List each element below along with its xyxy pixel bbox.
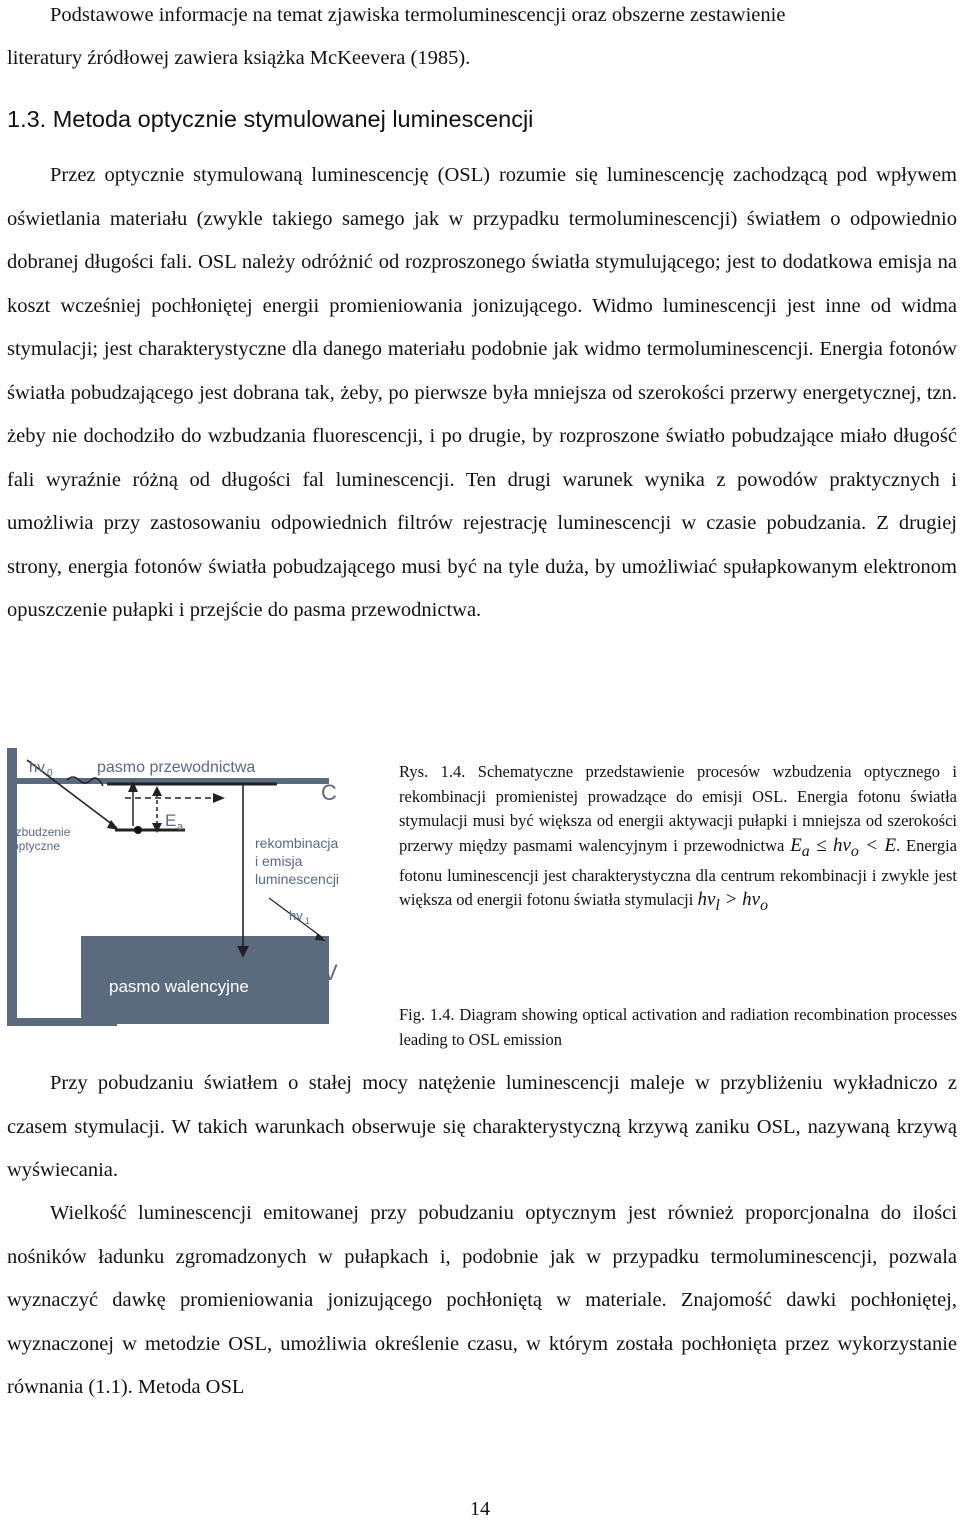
recombination-label-3: luminescencji [255,871,340,887]
body-paragraph-1: Przez optycznie stymulowaną luminescencję (OSL) rozumie się luminescencję zachodzącą pod wpływem oświetlania materiału (zwykle takiego samego jak w przypadku termoluminescencji) światłem o odpowiednio dobranej długości fali. OSL należy odróżnić od rozproszonego światła stymulującego; jest to dodatkowa emisja na koszt wcześniej pochłoniętej energii promieniowania jonizującego. Widmo luminescencji jest inne od widma stymulacji; jest charakterystyczne dla danego materiału podobnie jak widmo termoluminescencji. Energia fotonów światła pobudzającego jest dobrana tak, żeby, po pierwsze była mniejsza od szerokości przerwy energetycznej, tzn. żeby nie dochodziło do wzbudzania fluorescencji, i po drugie, by rozproszone światło pobudzające miało długość fali wyraźnie różną od długości fal luminescencji. Ten drugi warunek wynika z powodów praktycznych i umożliwia przy zastosowaniu odpowiednich filtrów rejestrację luminescencji w czasie pobudzania. Z drugiej strony, energia fotonów światła pobudzającego musi być na tyle duża, by umożliwiać spułapkowanym elektronom opuszczenie pułapki i przejście do pasma przewodnictwa. [7,164,957,621]
optical-excitation-label-2: optyczne [12,839,61,853]
band-diagram [7,748,387,1026]
svg-text:1: 1 [305,916,311,926]
figure-caption-en: Fig. 1.4. Diagram showing optical activation and radiation recombination processes leading to OSL emission [399,1005,957,1049]
svg-text:a: a [177,821,184,833]
inequality-formula: $E_a \le h\nu_o < E$ [790,834,897,860]
trapped-electron [134,826,142,834]
intro-line-2: literatury źródłowej zawiera książka McKeevera (1985). [7,47,471,69]
section-heading: 1.3. Metoda optycznie stymulowanej luminescencji [7,106,534,132]
svg-text:0: 0 [47,768,53,779]
valence-band-label: pasmo walencyjne [109,977,249,996]
optical-excitation-label-1: wzbudzenie [7,825,71,839]
body-paragraph-2: Przy pobudzaniu światłem o stałej mocy natężenie luminescencji maleje w przybliżeniu wykładniczo z czasem stymulacji. W takich warunkach obserwuje się charakterystyczną krzywą zaniku OSL, nazywaną krzywą wyświecania. [7,1072,957,1181]
c-label: C [321,780,337,805]
recombination-label-2: i emisja [255,853,303,869]
v-label: V [323,960,338,985]
page-number: 14 [470,1498,490,1520]
intro-line-1: Podstawowe informacje na temat zjawiska termoluminescencji oraz obszerne zestawienie [50,4,786,26]
hv1-label: hv [289,908,303,923]
left-band-edge [7,748,17,1026]
figure-caption-pl: Rys. 1.4. Schematyczne przedstawienie procesów wzbudzenia optycznego i rekombinacji promienistej prowadzące do emisji OSL. Energia fotonu światła stymulacji musi być większa od energii aktywacji pułapki i mniejsza od szerokości przerwy między pasmami walencyjnym i przewodnictwa $E_a \le h\nu_o < E$. Energia fotonu luminescencji jest charakterystyczna dla centrum rekombinacji i zwykle jest większa od energii fotonu światła stymulacji $h\nu_l > h\nu_o$ [399,762,958,915]
body-paragraph-3: Wielkość luminescencji emitowanej przy pobudzaniu optycznym jest również proporcjonalna do ilości nośników ładunku zgromadzonych w pułapkach i, podobnie jak w przypadku termoluminescencji, pozwala wyznaczyć dawkę promieniowania jonizującego pochłoniętą w materiale. Znajomość dawki pochłoniętej, wyznaczonej w metodzie OSL, umożliwia określenie czasu, w którym została pochłonięta przez wykorzystanie równania (1.1). Metoda OSL [7,1202,957,1398]
ea-label: E [165,811,177,830]
photon-energy-formula: $h\nu_l > h\nu_o$ [697,889,768,915]
recombination-label-1: rekombinacja [255,835,339,851]
hv0-label: hv [29,759,45,776]
conduction-band-label: pasmo przewodnictwa [97,759,256,776]
